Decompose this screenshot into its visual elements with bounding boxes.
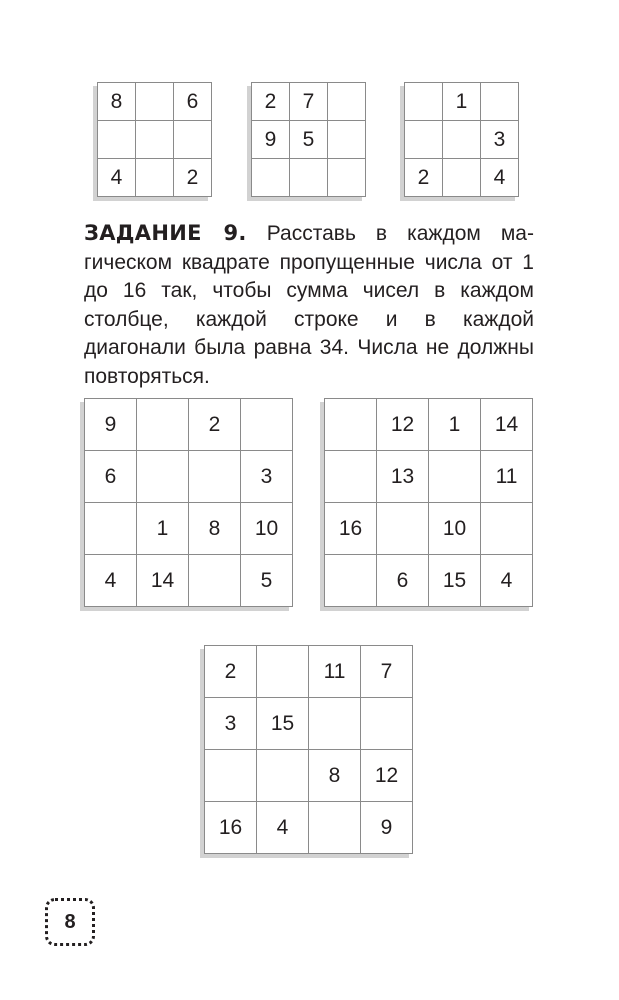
grid-cell: 11 [481, 451, 533, 503]
grid-cell: 2 [174, 159, 212, 197]
grid-cell: 9 [85, 399, 137, 451]
grid-row [252, 83, 366, 121]
grid-cell: 14 [481, 399, 533, 451]
grid-cell: 4 [257, 802, 309, 854]
grid-cell: 16 [205, 802, 257, 854]
grid-cell: 2 [189, 399, 241, 451]
grid-cell [174, 121, 212, 159]
grid-cell: 15 [257, 698, 309, 750]
grid-row [405, 83, 519, 121]
grid-cell: 15 [429, 555, 481, 607]
grid-cell [205, 750, 257, 802]
page-number: 8 [45, 898, 95, 946]
grid-cell: 8 [309, 750, 361, 802]
grid-cell [98, 121, 136, 159]
grid-row [205, 750, 413, 802]
grid-row [405, 121, 519, 159]
grid-row [85, 451, 293, 503]
magic-square-4x4-3 [204, 645, 413, 854]
grid-cell [481, 503, 533, 555]
grid-cell: 3 [481, 121, 519, 159]
grid-cell [136, 159, 174, 197]
grid-cell: 5 [241, 555, 293, 607]
grid-row [325, 555, 533, 607]
grid-cell [137, 399, 189, 451]
grid-cell: 11 [309, 646, 361, 698]
grid-cell [481, 83, 519, 121]
grid-cell [85, 503, 137, 555]
grid-cell: 1 [137, 503, 189, 555]
grid-row [252, 121, 366, 159]
grid-cell: 2 [205, 646, 257, 698]
grid-row [205, 646, 413, 698]
grid-cell: 4 [481, 555, 533, 607]
grid-cell [252, 159, 290, 197]
grid-cell: 6 [377, 555, 429, 607]
grid-cell: 1 [429, 399, 481, 451]
grid-row [98, 83, 212, 121]
grid-cell: 7 [290, 83, 328, 121]
grid-cell: 4 [85, 555, 137, 607]
grid-cell: 14 [137, 555, 189, 607]
grid-row [252, 159, 366, 197]
grid-row [98, 121, 212, 159]
grid-cell: 10 [429, 503, 481, 555]
grid-cell [443, 121, 481, 159]
magic-square-3x3-3 [404, 82, 519, 197]
grid-cell: 2 [405, 159, 443, 197]
task-label: ЗАДАНИЕ 9. [84, 221, 247, 245]
grid-cell [377, 503, 429, 555]
grid-cell [325, 399, 377, 451]
grid-row [85, 399, 293, 451]
magic-square-4x4-1 [84, 398, 293, 607]
grid-cell [328, 159, 366, 197]
grid-cell [241, 399, 293, 451]
grid-cell [257, 646, 309, 698]
magic-square-4x4-2 [324, 398, 533, 607]
grid-cell [325, 451, 377, 503]
grid-row [405, 159, 519, 197]
grid-cell: 12 [377, 399, 429, 451]
task-body: Расставь в каждом магическом квадрате пропущенные числа от 1 до 16 так, чтобы сумма чисел в каждом столбце, каждой строке и в каждой диагонали была равна 34. Числа не должны повторяться. [84, 222, 534, 388]
grid-row [205, 802, 413, 854]
grid-row [85, 503, 293, 555]
grid-cell [328, 83, 366, 121]
magic-square-3x3-2 [251, 82, 366, 197]
grid-cell [328, 121, 366, 159]
grid-cell [309, 698, 361, 750]
grid-cell: 4 [481, 159, 519, 197]
grid-cell [405, 83, 443, 121]
magic-square-3x3-1 [97, 82, 212, 197]
task-9-text [84, 219, 534, 391]
grid-cell: 9 [252, 121, 290, 159]
grid-row [325, 451, 533, 503]
grid-cell: 16 [325, 503, 377, 555]
grid-cell: 6 [85, 451, 137, 503]
grid-cell: 2 [252, 83, 290, 121]
grid-cell [136, 83, 174, 121]
grid-cell [429, 451, 481, 503]
grid-cell [189, 555, 241, 607]
grid-row [325, 503, 533, 555]
grid-cell [325, 555, 377, 607]
grid-cell [290, 159, 328, 197]
grid-cell [309, 802, 361, 854]
grid-cell: 3 [205, 698, 257, 750]
grid-row [85, 555, 293, 607]
grid-cell: 13 [377, 451, 429, 503]
grid-row [205, 698, 413, 750]
grid-cell [136, 121, 174, 159]
grid-cell [257, 750, 309, 802]
grid-cell: 5 [290, 121, 328, 159]
grid-cell: 3 [241, 451, 293, 503]
grid-cell: 7 [361, 646, 413, 698]
grid-cell [361, 698, 413, 750]
grid-cell: 1 [443, 83, 481, 121]
grid-row [98, 159, 212, 197]
grid-cell [137, 451, 189, 503]
grid-row [325, 399, 533, 451]
grid-cell: 9 [361, 802, 413, 854]
grid-cell [405, 121, 443, 159]
grid-cell: 12 [361, 750, 413, 802]
grid-cell [189, 451, 241, 503]
grid-cell: 8 [98, 83, 136, 121]
grid-cell: 10 [241, 503, 293, 555]
grid-cell: 6 [174, 83, 212, 121]
grid-cell [443, 159, 481, 197]
grid-cell: 8 [189, 503, 241, 555]
grid-cell: 4 [98, 159, 136, 197]
